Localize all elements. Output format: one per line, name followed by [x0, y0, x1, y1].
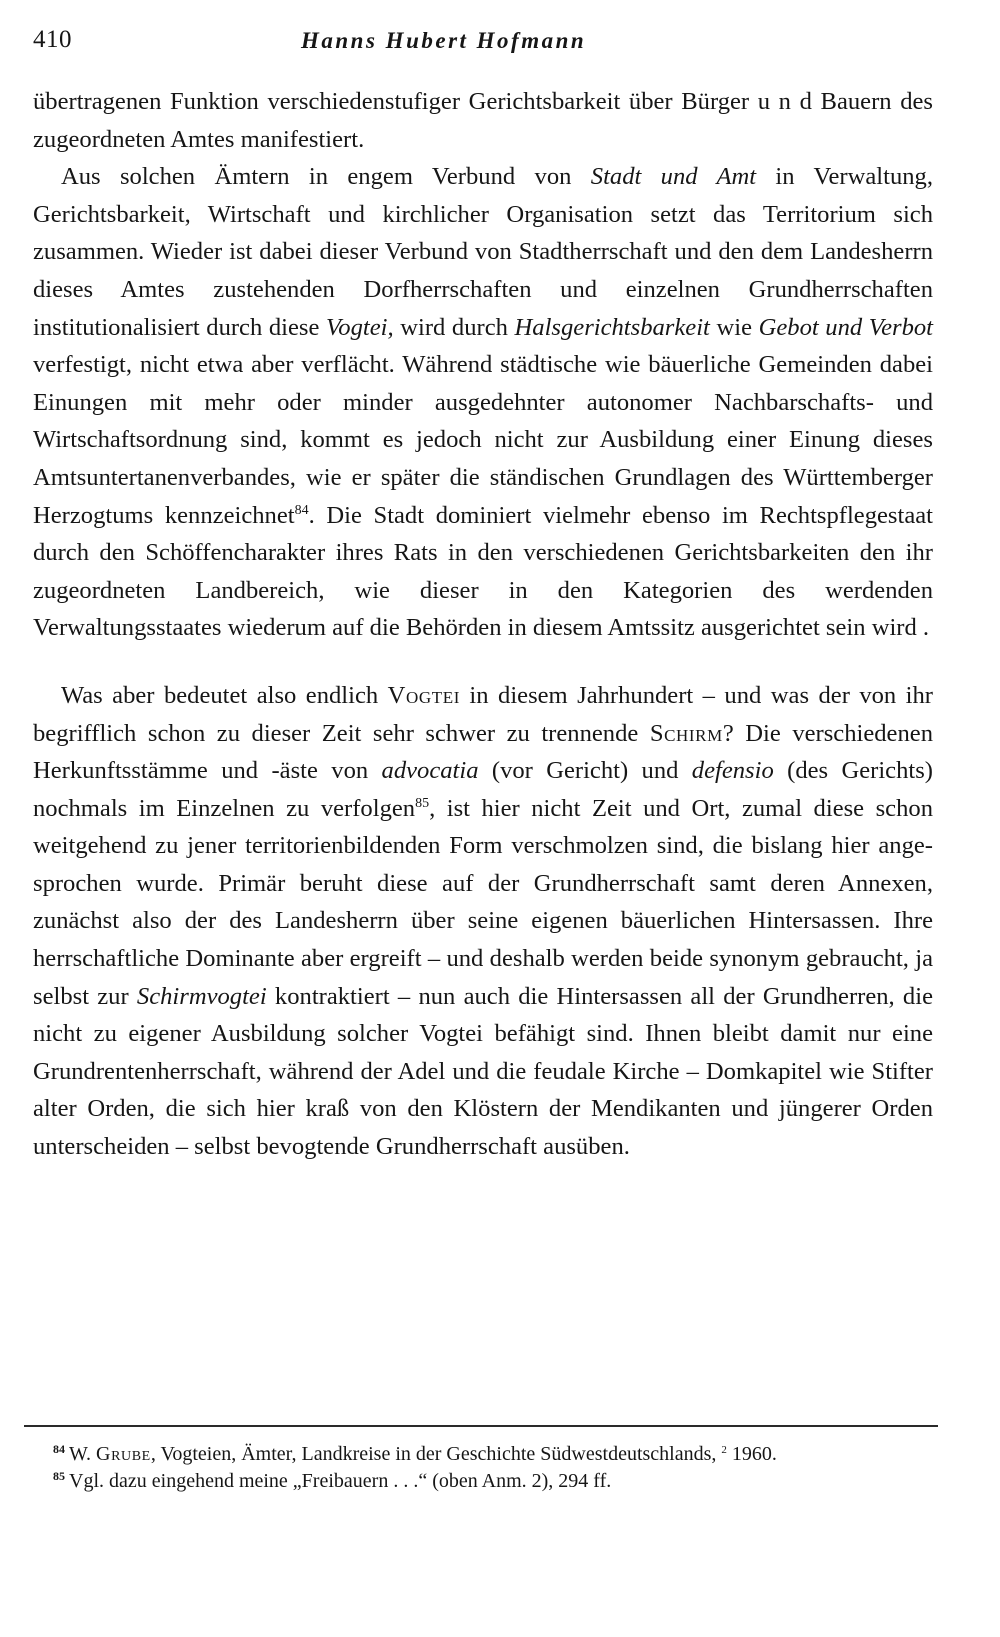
- text-run: wie: [709, 313, 759, 341]
- main-text: [33, 83, 933, 1166]
- emphasis-advocatia: advocatia: [381, 757, 479, 785]
- text-run: Was aber bedeutet also endlich: [61, 681, 388, 709]
- emphasis-vogtei: Vogtei,: [326, 313, 394, 341]
- page-header: [33, 26, 933, 66]
- footnote-85: [33, 1468, 933, 1495]
- text-run: in Verwaltung, Gerichtsbarkeit, Wirtschaft und kirchlicher Organisation setzt das Territorium sich zusammen. Wieder ist dabei dieser Verbund von Stadtherrschaft und den dem Landesherrn dieses Amtes zustehenden Dorfherrschaften und einzelnen Grundherrschaften institutionalisiert durch diese: [33, 163, 933, 341]
- edition-number: 2: [721, 1444, 727, 1456]
- emphasis-schirmvogtei: Schirmvogtei: [136, 982, 267, 1010]
- text-run: wird durch: [393, 313, 515, 341]
- emphasis-defensio: defensio: [691, 757, 774, 785]
- text-run: , Vogteien, Ämter, Landkreise in der Geschichte Südwestdeutschlands,: [150, 1443, 722, 1465]
- text-run: kontraktiert – nun auch die Hintersassen all der Grundherren, die nicht zu eigener Ausbildung solcher Vogtei befähigt sind. Ihnen bleibt damit nur eine Grundrentenherrschaft, während der Adel und die feudale Kirche – Domkapitel wie Stifter alter Orden, die sich hier kraß von den Klöstern der Mendikanten und jüngerer Orden unterscheiden – selbst bevogtende Grundherrschaft ausüben.: [33, 982, 933, 1161]
- text-run: W.: [69, 1443, 97, 1465]
- text-run: in diesem Jahrhundert – und was der von ihr begrifflich schon zu dieser Zeit sehr schwer zu trennende: [33, 681, 933, 747]
- footnote-ref-84[interactable]: 84: [294, 502, 309, 518]
- text-run: 1960.: [726, 1443, 777, 1465]
- running-head-author: Hanns Hubert Hofmann: [301, 28, 587, 53]
- footnote-mark-85: 85: [53, 1469, 65, 1483]
- smallcaps-schirm: Schirm: [649, 719, 723, 747]
- page-number: 410: [33, 26, 72, 53]
- emphasis-halsgerichtsbarkeit: Halsgerichtsbarkeit: [514, 313, 710, 341]
- footnotes: [33, 1441, 933, 1495]
- text-run: (des Gerichts) nochmals im Einzelnen zu verfolgen: [33, 757, 933, 822]
- text-run: (vor Gericht) und: [478, 757, 692, 785]
- text-run: , ist hier nicht Zeit und Ort, zumal diese schon weitgehend zu jener territorienbildenden Form verschmolzen sind, die bislang hier angesprochen wurde. Primär beruht diese auf der Grundherrschaft samt deren Annexen, zunächst also der des Landesherrn über seine eigenen bäuerlichen Hintersassen. Ihre herrschaftliche Dominante aber ergreift – und deshalb werden beide synonym gebraucht, ja selbst zur: [33, 794, 933, 1010]
- smallcaps-grube: Grube: [96, 1443, 151, 1465]
- text-run: Aus solchen Ämtern in engem Verbund von: [61, 163, 591, 191]
- paragraph-1: [33, 83, 933, 158]
- paragraph-3: [33, 677, 933, 1166]
- smallcaps-vogtei: Vogtei: [387, 681, 460, 709]
- text-run: ? Die verschiedenen Herkunftsstämme und -äste von: [33, 719, 933, 785]
- text-run: verfestigt, nicht etwa aber verflächt. Während städtische wie bäuerliche Gemeinden dabei Einungen mit mehr oder minder ausgedehnter autonomer Nachbarschafts- und Wirtschaftsordnung sind, kommt es jedoch nicht zur Ausbildung einer Einung dieses Amtsuntertanenverbandes, wie er später die ständischen Grundlagen des Württemberger Herzogtums kennzeichnet: [33, 351, 933, 529]
- emphasis-stadt-und-amt: Stadt und Amt: [590, 163, 757, 191]
- emphasis-gebot-und-verbot: Gebot und Verbot: [758, 313, 933, 341]
- footnote-84: [33, 1441, 933, 1468]
- footnote-separator: [24, 1425, 938, 1427]
- footnote-ref-85[interactable]: 85: [415, 795, 430, 811]
- text-run: . Die Stadt dominiert vielmehr ebenso im Rechtspflegestaat durch den Schöffencharakter ihres Rats in den verschiedenen Gerichtsbarkeiten den ihr zugeordneten Landbereich, wie dieser in den Kategorien des werdenden Verwaltungsstaates wiederum auf die Behörden in diesem Amtssitz ausgerichtet sein wird .: [33, 501, 933, 642]
- text-run: Vgl. dazu eingehend meine „Freibauern . . .“ (oben Anm. 2), 294 ff.: [69, 1470, 612, 1492]
- paragraph-1-text: übertragenen Funktion verschiedenstufiger Gerichtsbarkeit über Bürger u n d Bauern des zugeordneten Amtes manifestiert.: [33, 88, 933, 153]
- footnote-mark-84: 84: [53, 1442, 65, 1456]
- paragraph-2: [33, 158, 933, 647]
